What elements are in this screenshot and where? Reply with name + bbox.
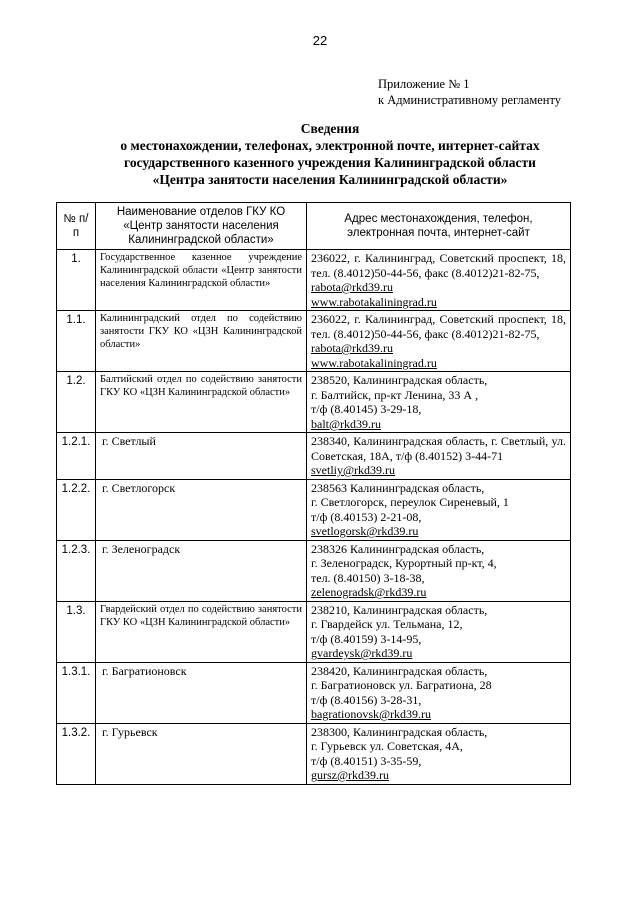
office-address — [307, 372, 571, 433]
appendix-line-2: к Административному регламенту — [378, 93, 562, 107]
row-number: 1.1. — [57, 311, 96, 372]
website-link[interactable]: www.rabotakaliningrad.ru — [311, 355, 437, 370]
row-number: 1.2. — [57, 372, 96, 433]
email-link[interactable]: balt@rkd39.ru — [311, 416, 382, 431]
address-line: г. Зеленоградск, Курортный пр-кт, 4, — [311, 556, 497, 570]
office-address — [307, 662, 571, 723]
office-address — [307, 250, 571, 311]
table-row — [57, 479, 571, 540]
email-link[interactable]: rabota@rkd39.ru — [311, 280, 394, 294]
row-number: 1.2.2. — [57, 479, 96, 540]
heading-line-3: государственного казенного учреждения Калининградской области — [124, 155, 536, 170]
address-line: 238520, Калининградская область, — [311, 373, 488, 387]
office-address — [307, 311, 571, 372]
table-row — [57, 601, 571, 662]
row-number: 1.3.2. — [57, 723, 96, 784]
office-name: Государственное казенное учреждение Калининградской области «Центр занятости населения Калининградской области» — [96, 250, 307, 311]
address-line: т/ф (8.40153) 2-21-08, — [311, 509, 422, 524]
address-line: г. Балтийск, пр-кт Ленина, 33 А , — [311, 387, 479, 402]
email-link[interactable]: bagrationovsk@rkd39.ru — [311, 707, 432, 721]
row-number: 1. — [57, 250, 96, 311]
appendix-line-1: Приложение № 1 — [378, 77, 470, 91]
table-row — [57, 540, 571, 601]
email-link[interactable]: gvardeysk@rkd39.ru — [311, 646, 413, 660]
office-address — [307, 723, 571, 784]
appendix-note — [378, 76, 561, 108]
header-name: Наименование отделов ГКУ КО «Центр занятости населения Калининградской области» — [96, 203, 307, 250]
office-name: г. Гурьевск — [96, 723, 307, 784]
header-address: Адрес местонахождения, телефон, электронная почта, интернет-сайт — [307, 203, 571, 250]
office-name: Гвардейский отдел по содействию занятости ГКУ КО «ЦЗН Калининградской области» — [96, 601, 307, 662]
address-line: 236022, г. Калининград, Советский проспект, 18, тел. (8.4012)50-44-56, факс (8.4012)21-82-75, — [311, 251, 566, 280]
table-row — [57, 433, 571, 480]
office-name: г. Багратионовск — [96, 662, 307, 723]
address-line: 238563 Калининградская область, — [311, 480, 485, 495]
header-num: № п/п — [57, 203, 96, 250]
address-line: 236022, г. Калининград, Советский проспект, 18, тел. (8.4012)50-44-56, факс (8.4012)21-82-75, — [311, 312, 566, 341]
address-line: т/ф (8.40151) 3-35-59, — [311, 753, 422, 768]
address-line: т/ф (8.40145) 3-29-18, — [311, 402, 422, 416]
table-row — [57, 250, 571, 311]
email-link[interactable]: svetlogorsk@rkd39.ru — [311, 524, 419, 538]
address-line: г. Светлогорск, переулок Сиреневый, 1 — [311, 495, 509, 509]
office-name: г. Светлый — [96, 433, 307, 480]
email-link[interactable]: svetliy@rkd39.ru — [311, 463, 396, 477]
row-number: 1.3. — [57, 601, 96, 662]
heading-line-4: «Центра занятости населения Калининградской области» — [152, 172, 508, 187]
address-line: г. Гвардейск ул. Тельмана, 12, — [311, 617, 463, 631]
office-name: г. Светлогорск — [96, 479, 307, 540]
address-line: 238420, Калининградская область, — [311, 663, 488, 678]
address-line: 238326 Калининградская область, — [311, 541, 485, 556]
heading-line-2: о местонахождении, телефонах, электронной почте, интернет-сайтах — [120, 138, 540, 153]
office-address — [307, 479, 571, 540]
address-line: 238340, Калининградская область, г. Светлый, ул. Советская, 18А, т/ф (8.40152) 3-44-71 — [311, 434, 566, 463]
office-name: Калининградский отдел по содействию занятости ГКУ КО «ЦЗН Калининградской области» — [96, 311, 307, 372]
address-line: т/ф (8.40156) 3-28-31, — [311, 692, 422, 707]
address-line: т/ф (8.40159) 3-14-95, — [311, 631, 422, 646]
row-number: 1.3.1. — [57, 662, 96, 723]
table-row — [57, 311, 571, 372]
document-heading — [40, 120, 620, 188]
website-link[interactable]: www.rabotakaliningrad.ru — [311, 294, 437, 309]
table-row — [57, 723, 571, 784]
address-line: г. Багратионовск ул. Багратиона, 28 — [311, 678, 492, 692]
office-name: г. Зеленоградск — [96, 540, 307, 601]
email-link[interactable]: gursz@rkd39.ru — [311, 768, 390, 782]
office-address — [307, 540, 571, 601]
address-line: тел. (8.40150) 3-18-38, — [311, 570, 425, 585]
table-row — [57, 662, 571, 723]
row-number: 1.2.1. — [57, 433, 96, 480]
email-link[interactable]: rabota@rkd39.ru — [311, 341, 394, 355]
offices-table — [56, 202, 571, 785]
email-link[interactable]: zelenogradsk@rkd39.ru — [311, 585, 427, 599]
office-address — [307, 601, 571, 662]
row-number: 1.2.3. — [57, 540, 96, 601]
table-body — [57, 250, 571, 785]
address-line: 238300, Калининградская область, — [311, 724, 488, 739]
table-header-row — [57, 203, 571, 250]
heading-line-1: Сведения — [300, 121, 360, 136]
address-line: 238210, Калининградская область, — [311, 602, 488, 617]
page-number: 22 — [312, 33, 328, 48]
office-address — [307, 433, 571, 480]
address-line: г. Гурьевск ул. Советская, 4А, — [311, 739, 463, 753]
office-name: Балтийский отдел по содействию занятости ГКУ КО «ЦЗН Калининградской области» — [96, 372, 307, 433]
table-row — [57, 372, 571, 433]
